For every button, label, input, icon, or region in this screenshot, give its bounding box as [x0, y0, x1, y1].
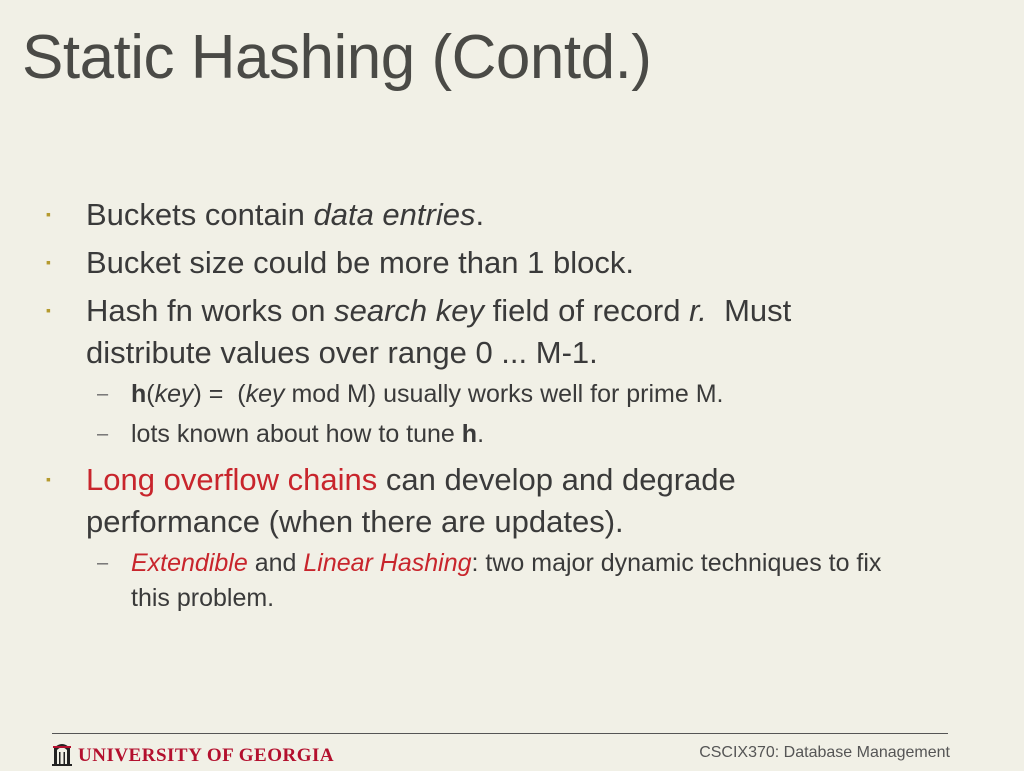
bullet-2	[46, 242, 634, 283]
sub-bullet-3-2-end: .	[477, 420, 485, 448]
extendible-highlight: Extendible	[131, 549, 248, 577]
key-emphasis-1: key	[154, 380, 194, 408]
bullet-4-line-2: performance (when there are updates).	[86, 504, 624, 539]
bullet-1-end: .	[475, 197, 485, 232]
bullet-3	[46, 290, 792, 331]
bullet-marker: ▪	[46, 471, 51, 487]
bullet-4-highlight: Long overflow chains	[86, 462, 378, 497]
sub-bullet-4-1	[97, 546, 882, 581]
linear-hashing-highlight: Linear Hashing	[303, 549, 472, 577]
university-name: UNIVERSITY OF GEORGIA	[78, 744, 335, 766]
university-logo	[52, 740, 334, 771]
bullet-3-text-end: Must	[706, 293, 792, 328]
hash-function-h: h	[461, 420, 478, 448]
hash-function-h: h	[131, 380, 147, 408]
bullet-1-text: Buckets contain	[86, 197, 314, 232]
bullet-2-text: Bucket size could be more than 1 block.	[86, 245, 634, 280]
and-text: and	[247, 549, 304, 577]
arch-icon	[52, 740, 72, 771]
sub-bullet-3-1	[97, 377, 724, 412]
bullet-marker: ▪	[46, 302, 51, 318]
sub-bullet-3-1-text: mod M) usually works well for prime M.	[284, 380, 724, 408]
dash-marker: –	[97, 423, 109, 445]
bullet-3-text: Hash fn works on	[86, 293, 335, 328]
dash-marker: –	[97, 552, 109, 574]
bullet-marker: ▪	[46, 206, 51, 222]
bullet-3-text-mid: field of record	[484, 293, 690, 328]
sub-bullet-4-1-line-2: this problem.	[131, 584, 275, 612]
sub-bullet-3-2-text: lots known about how to tune	[131, 420, 462, 448]
bullet-marker: ▪	[46, 254, 51, 270]
bullet-3-emphasis-r: r.	[689, 293, 707, 328]
bullet-3-line-2: distribute values over range 0 ... M-1.	[86, 335, 598, 370]
bullet-1-emphasis: data entries	[313, 197, 476, 232]
bullet-3-emphasis-search-key: search key	[334, 293, 485, 328]
course-name: CSCIX370: Database Management	[699, 744, 950, 761]
sub-bullet-3-2	[97, 417, 485, 452]
bullet-4	[46, 459, 736, 500]
sub-bullet-4-1-text: : two major dynamic techniques to fix	[471, 549, 882, 577]
bullet-1	[46, 194, 485, 235]
paren-open: (	[146, 380, 155, 408]
slide-title: Static Hashing (Contd.)	[22, 23, 652, 92]
dash-marker: –	[97, 383, 109, 405]
footer-divider	[52, 733, 948, 734]
bullet-4-text: can develop and degrade	[377, 462, 736, 497]
key-emphasis-2: key	[245, 380, 285, 408]
equals-text: ) = (	[193, 380, 246, 408]
